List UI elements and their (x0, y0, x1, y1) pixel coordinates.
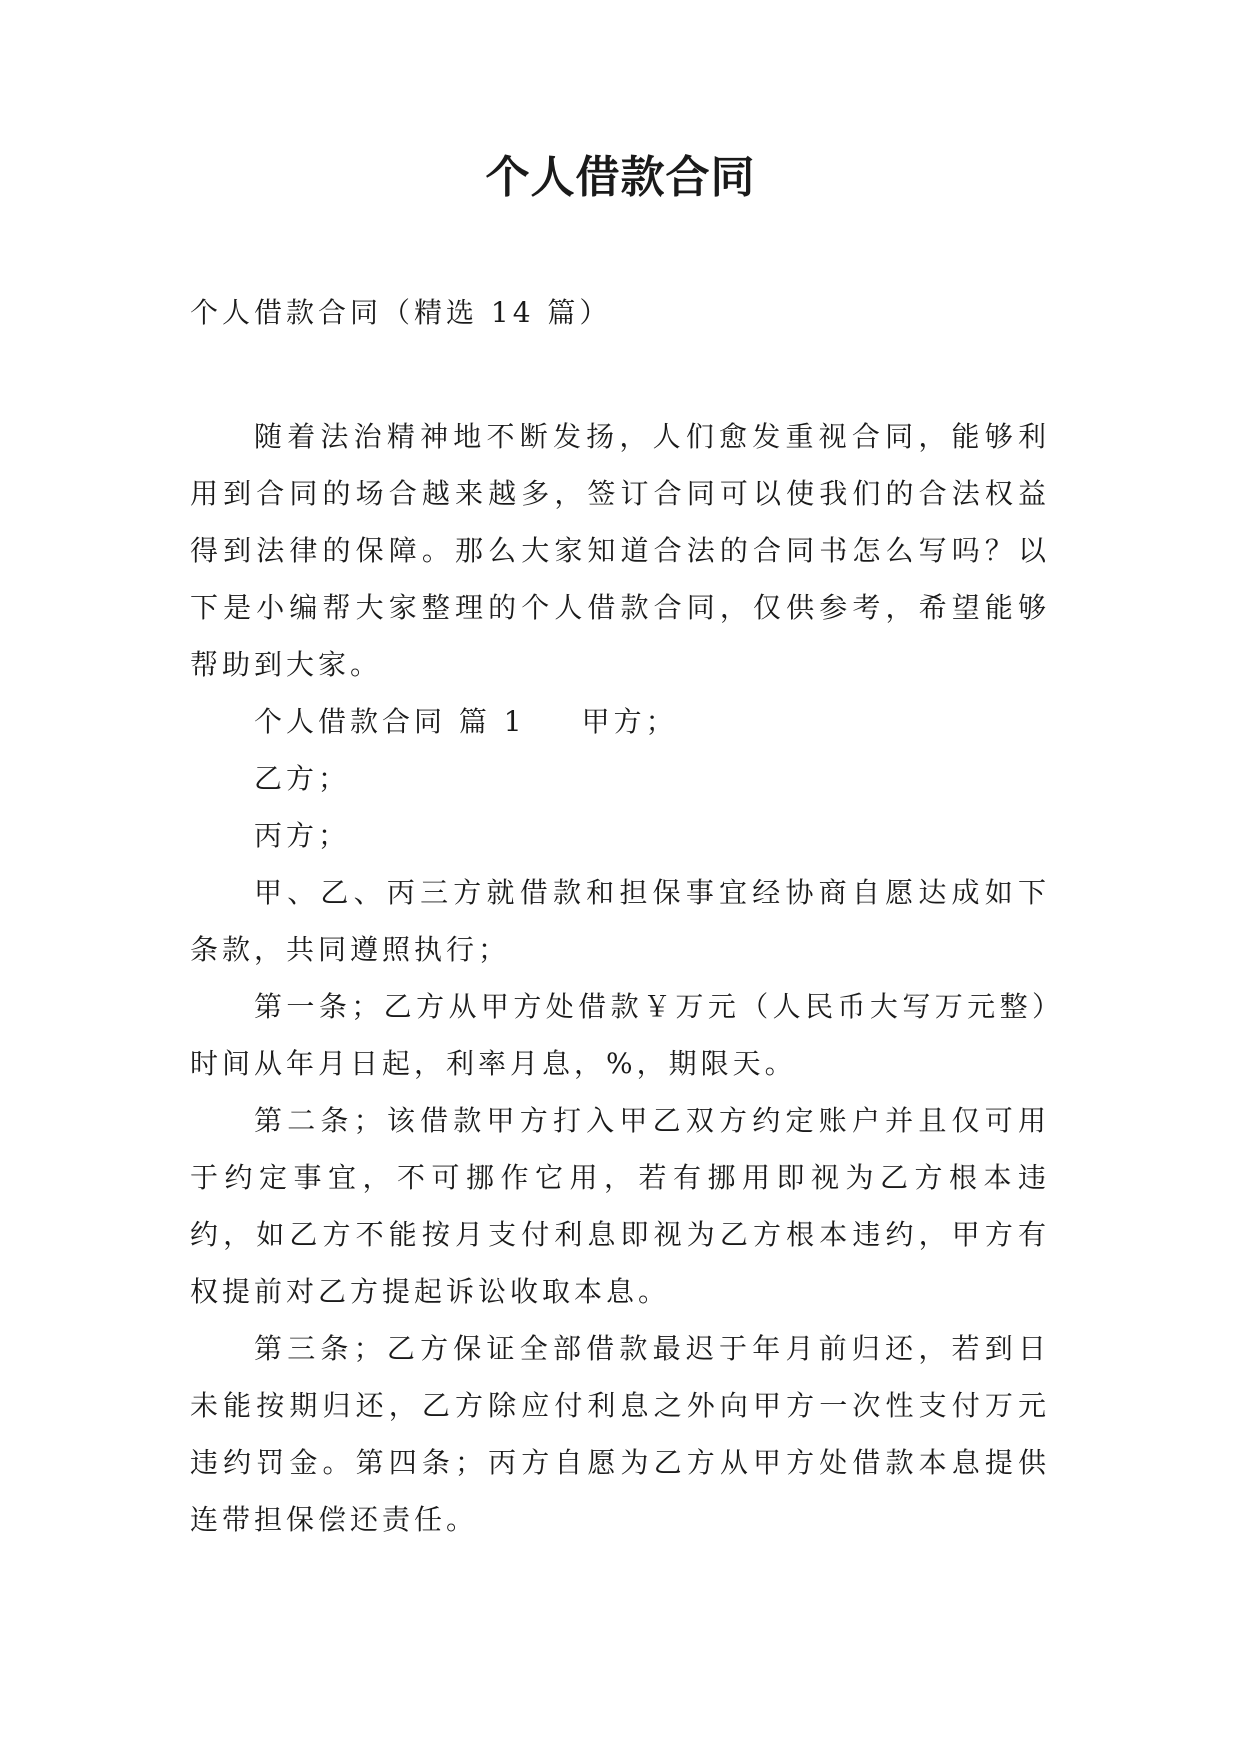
article-2-paragraph: 第二条；该借款甲方打入甲乙双方约定账户并且仅可用于约定事宜，不可挪作它用，若有挪用即视为乙方根本违约，如乙方不能按月支付利息即视为乙方根本违约，甲方有权提前对乙方提起诉讼收取本息。 (190, 1104, 1050, 1308)
party-c-label: 丙方； (254, 819, 351, 852)
document-subtitle: 个人借款合同（精选 14 篇） (190, 296, 612, 329)
document-title: 个人借款合同 (485, 152, 756, 203)
section-heading-line (190, 693, 1050, 750)
intro-paragraph: 随着法治精神地不断发扬，人们愈发重视合同，能够利用到合同的场合越来越多，签订合同可以使我们的合法权益得到法律的保障。那么大家知道合法的合同书怎么写吗？以下是小编帮大家整理的个人借款合同，仅供参考，希望能够帮助到大家。 (190, 420, 1050, 681)
article-3-4-paragraph: 第三条；乙方保证全部借款最迟于年月前归还，若到日未能按期归还，乙方除应付利息之外向甲方一次性支付万元违约罚金。第四条；丙方自愿为乙方从甲方处借款本息提供连带担保偿还责任。 (190, 1332, 1050, 1536)
preamble-paragraph: 甲、乙、丙三方就借款和担保事宜经协商自愿达成如下条款，共同遵照执行； (190, 876, 1050, 966)
party-b-label: 乙方； (254, 762, 351, 795)
section-heading: 个人借款合同 篇 1 (254, 705, 526, 738)
document-body (190, 408, 1050, 1548)
party-a-label: 甲方； (581, 705, 678, 738)
article-1-paragraph: 第一条；乙方从甲方处借款￥万元（人民币大写万元整）时间从年月日起，利率月息，%，期限天。 (190, 990, 1050, 1080)
